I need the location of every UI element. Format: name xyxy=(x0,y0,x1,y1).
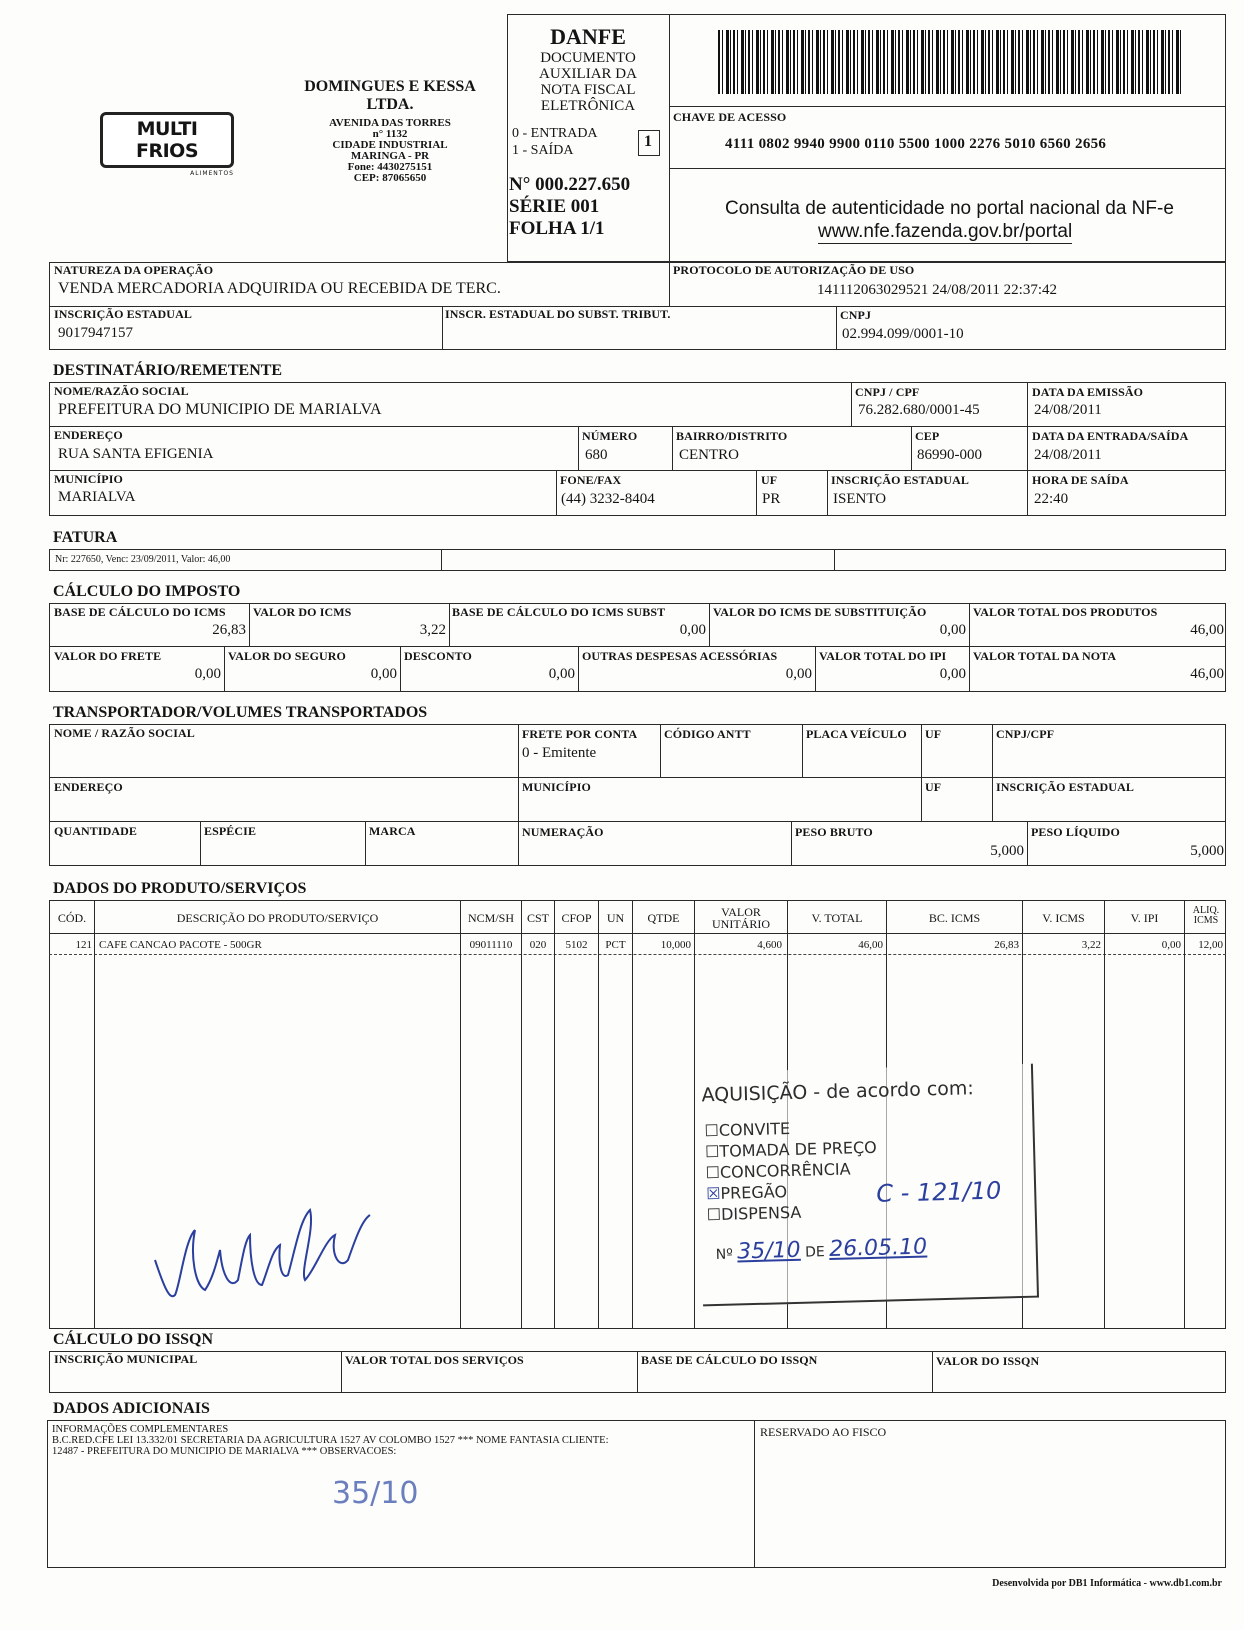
issqn-im-label: INSCRIÇÃO MUNICIPAL xyxy=(54,1352,198,1366)
stamp-title: AQUISIÇÃO - de acordo com: xyxy=(701,1077,975,1107)
prod-col-4 xyxy=(554,900,555,1329)
imp-vr-2 xyxy=(449,603,450,646)
stamp-de-value: 26.05.10 xyxy=(828,1234,928,1263)
emitente-address-1: AVENIDA DAS TORRES xyxy=(329,117,451,129)
barcode-divider xyxy=(669,106,1226,107)
trans-antt-label: CÓDIGO ANTT xyxy=(664,727,751,741)
trans-vr-1 xyxy=(518,724,519,866)
bc-icms-label: BASE DE CÁLCULO DO ICMS xyxy=(54,605,226,619)
trans-cnpj-label: CNPJ/CPF xyxy=(996,727,1055,741)
emitente-cep: CEP: 87065650 xyxy=(353,172,427,184)
danfe-title: DANFE xyxy=(550,24,626,49)
trans-endereco-label: ENDEREÇO xyxy=(54,780,123,794)
cell-v-ipi: 0,00 xyxy=(1161,939,1181,951)
trans-hr-2 xyxy=(49,821,1226,822)
produtos-header-hr xyxy=(49,933,1226,934)
info-line-1: B.C.RED.CFE LEI 13.332/01 SECRETARIA DA AGRICULTURA 1527 AV COLOMBO 1527 *** NOME FANTASIA CLIENTE: xyxy=(52,1435,609,1446)
inscricao-label: INSCRIÇÃO ESTADUAL xyxy=(54,307,192,321)
stamp-option-dispensa: ☐DISPENSA xyxy=(706,1202,802,1225)
dest-hora-label: HORA DE SAÍDA xyxy=(1032,473,1129,487)
trans-vr-9 xyxy=(1027,821,1028,866)
fatura-title: FATURA xyxy=(53,529,118,546)
adicionais-title: DADOS ADICIONAIS xyxy=(53,1400,210,1417)
outras-label: OUTRAS DESPESAS ACESSÓRIAS xyxy=(582,649,778,663)
dest-bairro-label: BAIRRO/DISTRITO xyxy=(676,429,788,443)
nf-folha: FOLHA 1/1 xyxy=(509,218,605,239)
dest-nome: PREFEITURA DO MUNICIPIO DE MARIALVA xyxy=(58,401,382,418)
info-line-2: 12487 - PREFEITURA DO MUNICIPIO DE MARIALVA *** OBSERVACOES: xyxy=(52,1446,397,1457)
col-header-cod: CÓD. xyxy=(57,911,87,925)
dest-entrada: 24/08/2011 xyxy=(1034,447,1102,463)
issqn-vr-1 xyxy=(341,1351,342,1393)
col-header-un: UN xyxy=(606,911,625,925)
issqn-title: CÁLCULO DO ISSQN xyxy=(53,1331,214,1348)
col-header-v-icms: V. ICMS xyxy=(1042,911,1085,925)
danfe-subtitle-1: DOCUMENTO xyxy=(540,50,636,66)
dest-uf-label: UF xyxy=(761,473,778,487)
company-logo xyxy=(100,112,234,177)
tipo-entrada: 0 - ENTRADA xyxy=(512,126,598,141)
trans-ie-label: INSCRIÇÃO ESTADUAL xyxy=(996,780,1134,794)
imp-vr-4 xyxy=(969,603,970,692)
cnpj-emit-value: 02.994.099/0001-10 xyxy=(842,326,964,342)
trans-especie-label: ESPÉCIE xyxy=(204,824,257,838)
dest-numero-label: NÚMERO xyxy=(582,429,638,443)
table-row xyxy=(49,939,1226,955)
transporte-frame xyxy=(49,724,1226,866)
trans-uf2-label: UF xyxy=(925,780,942,794)
dest-endereco: RUA SANTA EFIGENIA xyxy=(58,446,214,462)
trans-bruto: 5,000 xyxy=(990,843,1024,859)
inscr-subst-label: INSCR. ESTADUAL DO SUBST. TRIBUT. xyxy=(445,307,671,321)
nf-numero: N° 000.227.650 xyxy=(509,174,631,195)
col-header-v-total: V. TOTAL xyxy=(811,911,863,925)
dest-municipio-label: MUNICÍPIO xyxy=(54,472,123,486)
tipo-saida: 1 - SAÍDA xyxy=(512,143,574,158)
consulta-link[interactable]: www.nfe.fazenda.gov.br/portal xyxy=(818,221,1073,242)
stamp-option-convite: ☐CONVITE xyxy=(704,1119,791,1141)
desconto-label: DESCONTO xyxy=(404,649,472,663)
ie-divider-2 xyxy=(836,306,837,350)
cell-cfop: 5102 xyxy=(565,939,588,951)
emitente-phone: Fone: 4430275151 xyxy=(347,161,433,173)
fatura-vr-2 xyxy=(834,549,835,571)
chave-label: CHAVE DE ACESSO xyxy=(673,110,787,124)
ie-divider-1 xyxy=(442,306,443,350)
cell-aliq-icms: 12,00 xyxy=(1198,939,1223,951)
dest-uf: PR xyxy=(762,491,781,507)
nf-serie: SÉRIE 001 xyxy=(509,196,600,217)
danfe-block xyxy=(508,24,668,114)
dest-hr-2 xyxy=(49,470,1226,471)
imp-vr-1 xyxy=(249,603,250,646)
col-header-bc-icms: BC. ICMS xyxy=(928,911,981,925)
issqn-vts-label: VALOR TOTAL DOS SERVIÇOS xyxy=(345,1353,524,1367)
outras: 0,00 xyxy=(785,666,812,682)
dest-vr-5 xyxy=(911,426,912,470)
prod-col-12 xyxy=(1184,900,1185,1329)
prod-col-3 xyxy=(521,900,522,1329)
trans-frete-label: FRETE POR CONTA xyxy=(522,727,638,741)
dest-hora: 22:40 xyxy=(1034,491,1069,507)
dest-fone-label: FONE/FAX xyxy=(560,473,622,487)
trans-vr-4 xyxy=(921,724,922,821)
cell-un: PCT xyxy=(605,939,626,951)
danfe-subtitle-3: NOTA FISCAL xyxy=(540,82,636,98)
logo-text: MULTI FRIOS xyxy=(100,112,234,168)
prod-col-2 xyxy=(460,900,461,1329)
trans-uf-label: UF xyxy=(925,727,942,741)
nota-label: VALOR TOTAL DA NOTA xyxy=(973,649,1117,663)
acquisition-stamp xyxy=(697,1064,1039,1307)
col-header-valor-unitario: VALOR UNITÁRIO xyxy=(712,905,770,931)
danfe-subtitle-2: AUXILIAR DA xyxy=(539,66,637,82)
cell-ncm: 09011110 xyxy=(469,939,513,951)
tipo-value: 1 xyxy=(644,133,652,150)
v-subst-label: VALOR DO ICMS DE SUBSTITUIÇÃO xyxy=(713,605,927,619)
stamp-option-concorrencia: ☐CONCORRÊNCIA xyxy=(705,1159,851,1183)
checkbox-icon: ☐ xyxy=(706,1204,722,1225)
issqn-v-label: VALOR DO ISSQN xyxy=(936,1354,1040,1368)
trans-qtd-label: QUANTIDADE xyxy=(54,824,138,838)
trans-vr-7 xyxy=(365,821,366,866)
stamp-hand-ref: C - 121/10 xyxy=(875,1176,1002,1208)
dest-ie: ISENTO xyxy=(833,491,887,507)
cell-cod: 121 xyxy=(75,939,92,951)
trans-vr-6 xyxy=(200,821,201,866)
bc-subst: 0,00 xyxy=(679,622,706,638)
adicionais-vr xyxy=(754,1420,755,1568)
trans-vr-2 xyxy=(660,724,661,777)
col-header-qtde: QTDE xyxy=(647,911,680,925)
emitente-address-3: CIDADE INDUSTRIAL xyxy=(332,139,448,151)
protocolo-label: PROTOCOLO DE AUTORIZAÇÃO DE USO xyxy=(673,263,915,277)
dest-cep: 86990-000 xyxy=(917,447,982,463)
v-prod: 46,00 xyxy=(1190,622,1224,638)
stamp-option-tomada: ☐TOMADA DE PREÇO xyxy=(704,1137,877,1162)
trans-numeracao-label: NUMERAÇÃO xyxy=(522,825,604,839)
issqn-bc-label: BASE DE CÁLCULO DO ISSQN xyxy=(641,1353,818,1367)
imposto-title: CÁLCULO DO IMPOSTO xyxy=(53,583,241,600)
cell-qtde: 10,000 xyxy=(660,939,691,951)
trans-placa-label: PLACA VEÍCULO xyxy=(806,727,907,741)
stamp-no-value: 35/10 xyxy=(736,1237,801,1265)
imp-vr-6 xyxy=(400,646,401,692)
prod-col-5 xyxy=(598,900,599,1329)
desconto: 0,00 xyxy=(548,666,575,682)
checkbox-icon: ☐ xyxy=(705,1162,721,1183)
natureza-value: VENDA MERCADORIA ADQUIRIDA OU RECEBIDA DE TERC. xyxy=(58,280,501,297)
stamp-no-label: Nº xyxy=(715,1246,734,1264)
natureza-divider xyxy=(669,262,670,306)
dest-vr-4 xyxy=(672,426,673,470)
trans-municipio-label: MUNICÍPIO xyxy=(522,780,591,794)
cell-bc-icms: 26,83 xyxy=(994,939,1019,951)
col-header-cst: CST xyxy=(526,911,549,925)
emitente-address-4: MARINGA - PR xyxy=(350,150,430,162)
cell-v-icms: 3,22 xyxy=(1081,939,1101,951)
consulta-line-1: Consulta de autenticidade no portal nacional da NF-e xyxy=(725,198,1174,219)
trans-vr-3 xyxy=(802,724,803,777)
imp-vr-8 xyxy=(815,646,816,692)
dest-entrada-label: DATA DA ENTRADA/SAÍDA xyxy=(1032,429,1189,443)
dest-cnpj: 76.282.680/0001-45 xyxy=(858,402,980,418)
produtos-title: DADOS DO PRODUTO/SERVIÇOS xyxy=(53,880,307,897)
dest-hr-1 xyxy=(49,426,1226,427)
imp-vr-5 xyxy=(224,646,225,692)
cell-cst: 020 xyxy=(529,939,547,951)
dest-vr-6 xyxy=(556,470,557,516)
dest-vr-3 xyxy=(578,426,579,470)
barcode xyxy=(718,30,1182,94)
trans-frete: 0 - Emitente xyxy=(522,745,597,761)
signature xyxy=(150,1200,380,1310)
dest-vr-8 xyxy=(827,470,828,516)
handwritten-note: 35/10 xyxy=(332,1476,419,1511)
stamp-option-pregao: ☒PREGÃO xyxy=(705,1182,788,1204)
chave-divider xyxy=(669,168,1226,169)
checked-box-icon: ☒ xyxy=(705,1183,721,1204)
bc-icms: 26,83 xyxy=(212,622,246,638)
dest-fone: (44) 3232-8404 xyxy=(561,491,655,507)
chave-value: 4111 0802 9940 9900 0110 5500 1000 2276 5010 6560 2656 xyxy=(725,136,1107,152)
natureza-label: NATUREZA DA OPERAÇÃO xyxy=(54,263,214,277)
cnpj-emit-label: CNPJ xyxy=(840,308,872,322)
transporte-title: TRANSPORTADOR/VOLUMES TRANSPORTADOS xyxy=(53,704,428,721)
footer-credit: Desenvolvida por DB1 Informática - www.db1.com.br xyxy=(992,1578,1222,1589)
fatura-vr-1 xyxy=(441,549,442,571)
dest-cnpj-label: CNPJ / CPF xyxy=(855,385,920,399)
col-header-ncm: NCM/SH xyxy=(467,911,514,925)
ipi-label: VALOR TOTAL DO IPI xyxy=(819,649,947,663)
emitente-address-2: n° 1132 xyxy=(372,128,408,140)
info-block xyxy=(52,1424,609,1457)
issqn-vr-3 xyxy=(932,1351,933,1393)
dest-vr-7 xyxy=(756,470,757,516)
protocolo-value: 141112063029521 24/08/2011 22:37:42 xyxy=(817,282,1057,298)
dest-bairro: CENTRO xyxy=(679,447,739,463)
col-header-descricao: DESCRIÇÃO DO PRODUTO/SERVIÇO xyxy=(176,911,379,925)
trans-nome-label: NOME / RAZÃO SOCIAL xyxy=(54,726,195,740)
trans-hr-1 xyxy=(49,777,1226,778)
v-subst: 0,00 xyxy=(939,622,966,638)
col-header-aliq-icms: ALIQ. ICMS xyxy=(1192,905,1220,926)
trans-bruto-label: PESO BRUTO xyxy=(795,825,873,839)
v-icms: 3,22 xyxy=(419,622,446,638)
stamp-de-label: DE xyxy=(804,1244,825,1261)
dest-nome-label: NOME/RAZÃO SOCIAL xyxy=(54,384,189,398)
prod-col-11 xyxy=(1104,900,1105,1329)
ipi: 0,00 xyxy=(939,666,966,682)
emitente-name-1: DOMINGUES E KESSA xyxy=(304,78,476,95)
danfe-subtitle-4: ELETRÔNICA xyxy=(540,98,636,114)
dest-vr-1 xyxy=(851,382,852,426)
trans-marca-label: MARCA xyxy=(369,824,416,838)
frete-label: VALOR DO FRETE xyxy=(54,649,162,663)
dest-endereco-label: ENDEREÇO xyxy=(54,428,123,442)
trans-liquido: 5,000 xyxy=(1190,843,1224,859)
cell-descricao: CAFE CANCAO PACOTE - 500GR xyxy=(99,939,262,951)
col-header-cfop: CFOP xyxy=(561,911,592,925)
dest-numero: 680 xyxy=(585,447,608,463)
issqn-vr-2 xyxy=(637,1351,638,1393)
prod-col-1 xyxy=(94,900,95,1329)
trans-vr-5 xyxy=(992,724,993,821)
prod-col-6 xyxy=(632,900,633,1329)
seguro-label: VALOR DO SEGURO xyxy=(228,649,346,663)
imposto-hr xyxy=(49,646,1226,647)
seguro: 0,00 xyxy=(370,666,397,682)
dest-vr-2 xyxy=(1027,382,1028,516)
fatura-value: Nr: 227650, Venc: 23/09/2011, Valor: 46,00 xyxy=(55,554,231,565)
header-divider xyxy=(669,14,670,262)
inscricao-value: 9017947157 xyxy=(58,325,133,341)
col-header-v-ipi: V. IPI xyxy=(1130,911,1159,925)
trans-liquido-label: PESO LÍQUIDO xyxy=(1031,825,1120,839)
prod-col-7 xyxy=(694,900,695,1329)
dest-ie-label: INSCRIÇÃO ESTADUAL xyxy=(831,473,969,487)
bc-subst-label: BASE DE CÁLCULO DO ICMS SUBST xyxy=(452,605,666,619)
dest-cep-label: CEP xyxy=(915,429,940,443)
checkbox-icon: ☐ xyxy=(704,1120,720,1141)
dest-municipio: MARIALVA xyxy=(58,489,136,505)
cell-v-total: 46,00 xyxy=(858,939,883,951)
imp-vr-7 xyxy=(578,646,579,692)
trans-vr-8 xyxy=(791,821,792,866)
v-prod-label: VALOR TOTAL DOS PRODUTOS xyxy=(973,605,1158,619)
emitente-block xyxy=(290,78,490,184)
logo-subtext: ALIMENTOS xyxy=(190,170,234,177)
checkbox-icon: ☐ xyxy=(704,1141,720,1162)
fisco-label: RESERVADO AO FISCO xyxy=(760,1425,887,1439)
emitente-name-2: LTDA. xyxy=(366,96,414,113)
imp-vr-3 xyxy=(709,603,710,646)
dest-emissao-label: DATA DA EMISSÃO xyxy=(1032,385,1144,399)
info-label: INFORMAÇÕES COMPLEMENTARES xyxy=(52,1424,229,1435)
nota: 46,00 xyxy=(1190,666,1224,682)
dest-emissao: 24/08/2011 xyxy=(1034,402,1102,418)
cell-valor-unitario: 4,600 xyxy=(757,939,782,951)
frete: 0,00 xyxy=(194,666,221,682)
v-icms-label: VALOR DO ICMS xyxy=(253,605,352,619)
destinatario-title: DESTINATÁRIO/REMETENTE xyxy=(53,362,283,379)
